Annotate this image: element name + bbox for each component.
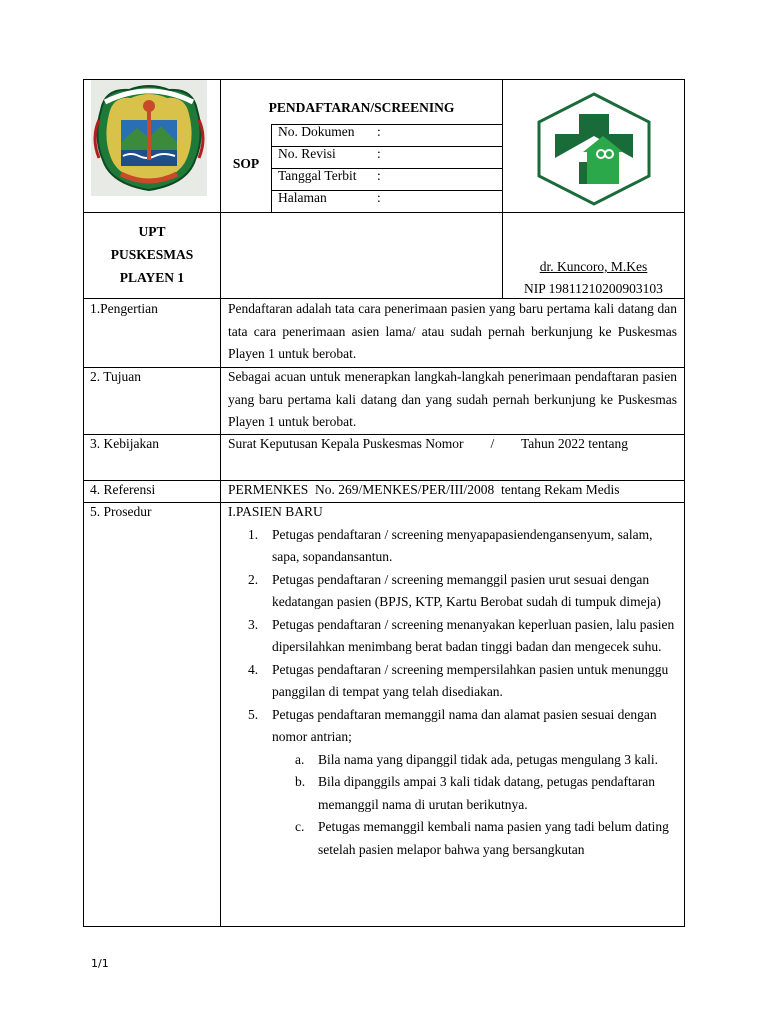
page-number: 1/1 bbox=[91, 957, 109, 970]
document-title: PENDAFTARAN/SCREENING bbox=[268, 100, 455, 115]
procedure-heading: I.PASIEN BARU bbox=[228, 504, 323, 519]
list-item: 1. Petugas pendaftaran / screening menyapapasiendengansenyum, salam, sapa, sopandansantun. bbox=[248, 526, 653, 564]
meta-revision-number: No. Revisi bbox=[278, 146, 336, 161]
meta-document-number: No. Dokumen bbox=[278, 124, 355, 139]
section-label-kebijakan: 3. Kebijakan bbox=[90, 436, 159, 451]
table-divider bbox=[220, 79, 221, 927]
section-text-kebijakan: Surat Keputusan Kepala Puskesmas Nomor / Tahun 2022 tentang bbox=[228, 436, 628, 451]
meta-colon: : bbox=[377, 190, 381, 205]
puskesmas-logo bbox=[535, 92, 653, 206]
section-label-tujuan: 2. Tujuan bbox=[90, 369, 142, 384]
section-text-referensi: PERMENKES No. 269/MENKES/PER/III/2008 tentang Rekam Medis bbox=[228, 482, 620, 497]
section-label-pengertian: 1.Pengertian bbox=[90, 301, 158, 316]
sop-label: SOP bbox=[232, 156, 260, 171]
section-text-pengertian: Pendaftaran adalah tata cara penerimaan pasien yang baru pertama kali datang dan tata cara penerimaan asien lama/ atau sudah pernah berkunjung ke Puskesmas Playen 1 untuk berobat. bbox=[228, 301, 677, 361]
meta-page: Halaman bbox=[278, 190, 327, 205]
procedure-block bbox=[228, 501, 677, 861]
section-label-referensi: 4. Referensi bbox=[90, 482, 156, 497]
signatory-name: dr. Kuncoro, M.Kes bbox=[539, 259, 648, 274]
table-divider bbox=[83, 212, 685, 213]
list-item: b. Bila dipanggils ampai 3 kali tidak datang, petugas pendaftaran memanggil nama di urutan berikutnya. bbox=[295, 774, 656, 812]
procedure-list bbox=[228, 524, 677, 862]
meta-issue-date: Tanggal Terbit bbox=[278, 168, 357, 183]
organization-name: UPT PUSKESMAS PLAYEN 1 bbox=[110, 224, 194, 285]
sub-procedure-list bbox=[272, 749, 677, 862]
meta-colon: : bbox=[377, 168, 381, 183]
list-item: a. Bila nama yang dipanggil tidak ada, petugas mengulang 3 kali. bbox=[295, 751, 659, 767]
meta-colon: : bbox=[377, 146, 381, 161]
list-item: 2. Petugas pendaftaran / screening memanggil pasien urut sesuai dengan kedatangan pasien (BPJS, KTP, Kartu Berobat sudah di tumpuk dimeja) bbox=[248, 571, 661, 609]
list-item: 3. Petugas pendaftaran / screening menanyakan keperluan pasien, lalu pasien dipersilahkan menimbang berat badan tinggi badan dan mengecek suhu. bbox=[248, 616, 675, 654]
meta-colon: : bbox=[377, 124, 381, 139]
list-item: 4. Petugas pendaftaran / screening mempersilahkan pasien untuk menunggu panggilan di tempat yang telah disediakan. bbox=[248, 661, 669, 699]
section-text-tujuan: Sebagai acuan untuk menerapkan langkah-langkah penerimaan pendaftaran pasien yang baru pertama kali datang dan yang sudah pernah berkunjung ke Puskesmas Playen 1 untuk berobat. bbox=[228, 369, 677, 429]
list-item: 5. Petugas pendaftaran memanggil nama dan alamat pasien sesuai dengan nomor antrian; a. Bila nama yang dipanggil tidak ada, petugas mengulang 3 kali. b. Bila dipanggils ampai 3 kali tidak datang, petugas pendaftaran memanggil nama di urutan berikutnya. c. Petugas memanggil kembali nama pasien yang tadi belum dating setelah pasien melapor bahwa yang bersangkutan bbox=[228, 704, 677, 862]
list-item: c. Petugas memanggil kembali nama pasien yang tadi belum dating setelah pasien melapor bahwa yang bersangkutan bbox=[295, 819, 669, 857]
regency-seal-logo bbox=[91, 80, 207, 196]
section-label-prosedur: 5. Prosedur bbox=[90, 504, 152, 519]
signatory-block bbox=[502, 256, 685, 300]
signatory-nip: NIP 19811210200903103 bbox=[524, 281, 663, 296]
